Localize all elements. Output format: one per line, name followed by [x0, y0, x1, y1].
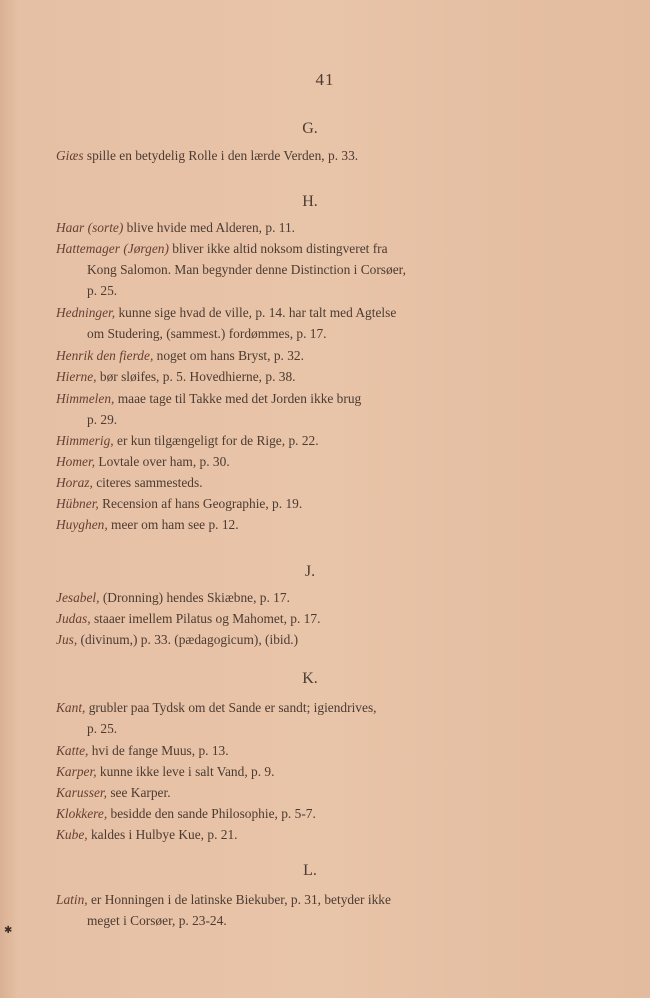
entry-term: Henrik den fierde, [56, 348, 154, 363]
section-heading-g: G. [302, 120, 318, 137]
entry-term: Karper, [56, 764, 97, 779]
entry-term: Hattemager (Jørgen) [56, 241, 169, 256]
entry-term: Giæs [56, 148, 84, 163]
index-entry [56, 302, 564, 344]
entry-text: besidde den sande Philosophie, p. 5-7. [107, 806, 316, 821]
index-entry [56, 782, 564, 803]
index-entry [56, 587, 564, 608]
entry-term: Kube, [56, 827, 88, 842]
index-entry [56, 740, 564, 761]
index-entry [56, 697, 564, 739]
entry-term: Horaz, [56, 475, 93, 490]
entry-text: blive hvide med Alderen, p. 11. [123, 220, 296, 235]
entry-continuation: om Studering, (sammest.) fordømmes, p. 17. [87, 326, 327, 341]
entry-term: Karusser, [56, 785, 107, 800]
entry-continuation: meget i Corsøer, p. 23-24. [87, 913, 227, 928]
entry-text: spille en betydelig Rolle i den lærde Verden, p. 33. [83, 148, 359, 163]
index-entry [56, 629, 564, 650]
entry-text: kunne ikke leve i salt Vand, p. 9. [96, 764, 275, 779]
index-entry [56, 889, 564, 931]
index-entry [56, 145, 564, 166]
index-entry [56, 430, 564, 451]
entry-continuation: p. 25. [87, 283, 118, 298]
entry-term: Himmelen, [56, 391, 115, 406]
index-entry [56, 514, 564, 535]
index-entry [56, 217, 564, 238]
entry-term: Huyghen, [56, 517, 108, 532]
entry-term: Klokkere, [56, 806, 108, 821]
entry-text: Recension af hans Geographie, p. 19. [98, 496, 303, 511]
entry-term: Hübner, [56, 496, 99, 511]
page-number: 41 [315, 70, 335, 89]
entry-continuation: p. 29. [87, 412, 118, 427]
entry-text: (Dronning) hendes Skiæbne, p. 17. [99, 590, 290, 605]
entry-continuation: p. 25. [87, 721, 118, 736]
entry-text: Lovtale over ham, p. 30. [95, 454, 230, 469]
section-heading-k: K. [302, 670, 318, 687]
entry-term: Kant, [56, 700, 86, 715]
section-heading-l: L. [303, 862, 317, 879]
index-entry [56, 451, 564, 472]
entry-text: kaldes i Hulbye Kue, p. 21. [87, 827, 238, 842]
index-entry [56, 238, 564, 301]
entry-continuation: Kong Salomon. Man begynder denne Distinction i Corsøer, [87, 262, 406, 277]
entry-term: Homer, [56, 454, 96, 469]
index-entry [56, 608, 564, 629]
entry-term: Haar (sorte) [56, 220, 124, 235]
index-entry [56, 803, 564, 824]
entry-term: Himmerig, [56, 433, 114, 448]
index-entry [56, 472, 564, 493]
entry-text: bør sløifes, p. 5. Hovedhierne, p. 38. [96, 369, 296, 384]
entry-term: Judas, [56, 611, 91, 626]
entry-text: grubler paa Tydsk om det Sande er sandt; igiendrives, [85, 700, 377, 715]
section-heading-h: H. [302, 193, 318, 210]
entry-text: er Honningen i de latinske Biekuber, p. 31, betyder ikke [87, 892, 391, 907]
entry-term: Hierne, [56, 369, 97, 384]
entry-term: Hedninger, [56, 305, 116, 320]
entry-text: er kun tilgængeligt for de Rige, p. 22. [113, 433, 319, 448]
entry-text: see Karper. [106, 785, 171, 800]
entry-text: (divinum,) p. 33. (pædagogicum), (ibid.) [77, 632, 299, 647]
entry-term: Katte, [56, 743, 89, 758]
entry-text: meer om ham see p. 12. [107, 517, 239, 532]
index-entry [56, 493, 564, 514]
section-heading-j: J. [304, 563, 316, 580]
index-entry [56, 761, 564, 782]
entry-term: Jus, [56, 632, 78, 647]
entry-text: kunne sige hvad de ville, p. 14. har talt med Agtelse [115, 305, 397, 320]
entry-text: hvi de fange Muus, p. 13. [88, 743, 229, 758]
entry-term: Latin, [56, 892, 88, 907]
index-entry [56, 824, 564, 845]
entry-text: noget om hans Bryst, p. 32. [153, 348, 304, 363]
entry-text: citeres sammesteds. [92, 475, 203, 490]
entry-text: bliver ikke altid noksom distingveret fra [168, 241, 388, 256]
entry-text: maae tage til Takke med det Jorden ikke brug [114, 391, 362, 406]
index-entry [56, 366, 564, 387]
index-entry [56, 388, 564, 430]
ink-blot-icon: ✱ [4, 925, 13, 936]
entry-text: staaer imellem Pilatus og Mahomet, p. 17. [90, 611, 321, 626]
entry-term: Jesabel, [56, 590, 100, 605]
index-entry [56, 345, 564, 366]
